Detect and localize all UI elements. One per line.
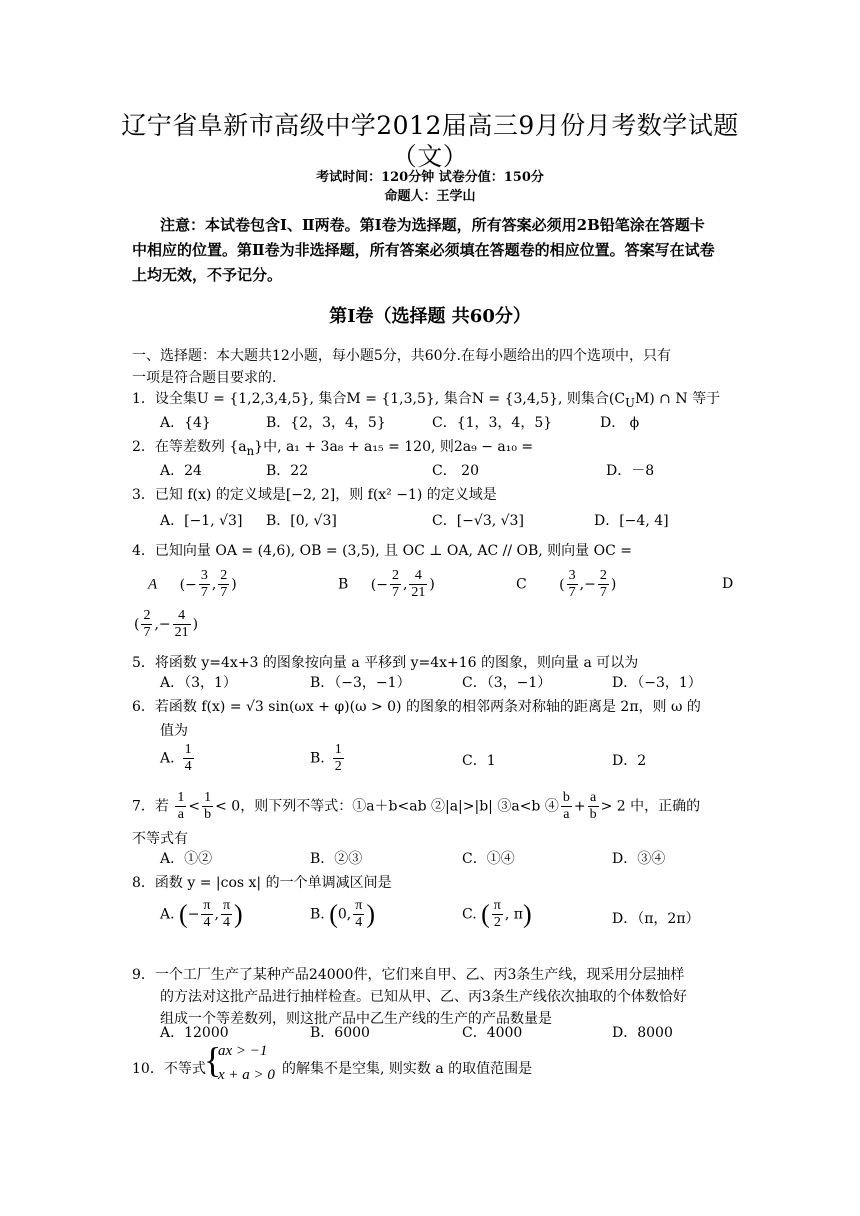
q2-option-d: D．－8: [606, 463, 655, 479]
q3-option-c: C．[−√3, √3]: [432, 513, 524, 529]
q4-option-a: A (− $\frac{3}{7}$ , $\frac{2}{7}$ ): [148, 568, 237, 600]
q4-option-c-letter: C: [516, 576, 527, 593]
q7-text-b: < 0，则下列不等式：①a＋b<ab ②|a|>|b| ③a<b ④: [215, 798, 559, 815]
q5-option-d: D．（−3，1）: [612, 675, 702, 691]
q1-option-c: C．{1，3，4，5}: [432, 415, 553, 431]
q4-option-c: C ( $\frac{3}{7}$ ,− $\frac{2}{7}$ ): [516, 568, 617, 600]
q7-text-2: 不等式有: [132, 831, 188, 847]
q6-option-a: A. $\frac{1}{4}$: [160, 742, 192, 774]
notice-line-2: 中相应的位置。第Ⅱ卷为非选择题，所有答案必须填在答题卷的相应位置。答案写在试卷: [132, 241, 715, 259]
q4-option-b-letter: B: [338, 576, 349, 593]
q6-option-b: B. $\frac{1}{2}$: [310, 742, 342, 774]
q3-option-b: B．[0, √3]: [266, 513, 337, 529]
q10-system-line-1: ax > −1: [218, 1043, 268, 1059]
q10-number: 10．: [132, 1061, 164, 1077]
q8-option-b: B. (0, $\frac{\pi}{4}$ ): [310, 898, 375, 930]
q1-option-b: B．{2，3，4，5}: [266, 415, 386, 431]
q8-option-c: C. ( $\frac{\pi}{2}$ , π): [462, 898, 532, 930]
q9-text-2: 的方法对这批产品进行抽样检查。已知从甲、乙、丙3条生产线依次抽取的个体数恰好: [160, 989, 687, 1005]
q9-option-a: A．12000: [160, 1025, 229, 1041]
q4-option-b: B (− $\frac{2}{7}$ , $\frac{4}{21}$ ): [338, 568, 435, 600]
q3-option-a: A．[−1, √3]: [160, 513, 243, 529]
q3-number: 3．: [132, 487, 155, 503]
q6-option-c: C．1: [462, 753, 496, 769]
q6-number: 6．: [132, 699, 155, 715]
q5-option-b: B．（−3，−1）: [310, 675, 411, 691]
q8-number: 8．: [132, 875, 155, 891]
q7-text-c: > 2 中，正确的: [600, 798, 701, 815]
q7-option-c: C．①④: [462, 851, 515, 867]
q9-text-3: 组成一个等差数列，则这批产品中乙生产线的生产的产品数量是: [160, 1011, 552, 1027]
q2-text-2: }中, a₁ + 3a₈ + a₁₅ = 120, 则2a₉ − a₁₀ =: [254, 439, 534, 455]
q3-option-d: D．[−4, 4]: [594, 513, 669, 529]
q8-option-d: D．（π，2π）: [612, 911, 700, 927]
exam-title-suffix: （文）: [391, 142, 469, 171]
q5-option-a: A．（3，1）: [160, 675, 237, 691]
q6-option-a-letter: A.: [160, 750, 175, 767]
instructions-line-1: 一、选择题：本大题共12小题，每小题5分，共60分.在每小题给出的四个选项中，只有: [132, 348, 671, 364]
q6-option-d: D．2: [612, 753, 647, 769]
q2-number: 2．: [132, 439, 155, 455]
q1-sub: U: [625, 395, 635, 410]
notice-line-3: 上均无效，不予记分。: [132, 266, 283, 284]
q10-system-line-2: x + a > 0: [218, 1067, 275, 1083]
exam-title: 辽宁省阜新市高级中学2012届高三9月份月考数学试题: [121, 111, 739, 140]
notice-line-1: 注意：本试卷包含Ⅰ、Ⅱ两卷。第Ⅰ卷为选择题，所有答案必须用2B铅笔涂在答题卡: [160, 216, 705, 234]
question-10: [132, 1058, 206, 1078]
q10-text-a: 不等式: [163, 1061, 206, 1077]
q2-option-b: B．22: [266, 463, 309, 479]
q2-option-a: A．24: [160, 463, 202, 479]
q4-option-d-letter: D: [722, 576, 734, 592]
exam-meta: 考试时间：120分钟 试卷分值：150分: [316, 170, 544, 185]
q2-sub: n: [246, 443, 255, 458]
q7-number: 7．: [132, 798, 155, 815]
q7-option-d: D．③④: [612, 851, 666, 867]
q5-text: 将函数 y=4x+3 的图象按向量 a 平移到 y=4x+16 的图象，则向量 a 可以为: [154, 655, 639, 671]
question-3: [132, 484, 497, 504]
q3-text: 已知 f(x) 的定义域是[−2, 2]，则 f(x² −1) 的定义域是: [154, 487, 497, 503]
q9-option-b: B．6000: [310, 1025, 370, 1041]
q1-number: 1．: [132, 391, 155, 407]
question-1: [132, 388, 720, 410]
question-5: [132, 652, 638, 672]
q1-option-d: D． ϕ: [600, 415, 640, 431]
q6-option-b-letter: B.: [310, 750, 325, 767]
question-6: [132, 696, 701, 716]
q9-text: 一个工厂生产了某种产品24000件，它们来自甲、乙、丙3条生产线，现采用分层抽样: [154, 967, 685, 983]
q7-text-a: 若: [154, 798, 169, 815]
section-title: 第Ⅰ卷（选择题 共60分）: [329, 306, 531, 327]
q2-text: 在等差数列 {a: [154, 439, 247, 455]
q8-option-a-letter: A.: [160, 906, 175, 923]
question-2: [132, 436, 533, 458]
instructions-line-2: 一项是符合题目要求的.: [132, 370, 277, 386]
q1-option-a: A．{4}: [160, 415, 211, 431]
q8-option-c-letter: C.: [462, 906, 477, 923]
q4-text: 已知向量 OA = (4,6), OB = (3,5), 且 OC ⊥ OA, AC // OB, 则向量 OC =: [154, 543, 633, 559]
q8-option-b-letter: B.: [310, 906, 325, 923]
q9-option-d: D．8000: [612, 1025, 673, 1041]
q9-option-c: C．4000: [462, 1025, 523, 1041]
q4-option-a-letter: A: [148, 576, 158, 593]
notice: [132, 213, 744, 288]
q5-option-c: C．（3，−1）: [462, 675, 552, 691]
q6-text-2: 值为: [160, 723, 188, 739]
q6-text: 若函数 f(x) = √3 sin(ωx + φ)(ω > 0) 的图象的相邻两条对称轴的距离是 2π，则 ω 的: [154, 699, 701, 715]
q1-text: 设全集U = {1,2,3,4,5}, 集合M = {1,3,5}, 集合N = {3,4,5}, 则集合(C: [154, 391, 626, 407]
question-9: [132, 964, 684, 984]
q8-option-a: A. (− $\frac{\pi}{4}$ , $\frac{\pi}{4}$ ): [160, 898, 243, 930]
q10-brace: {: [204, 1040, 222, 1080]
q4-option-d: ( $\frac{2}{7}$ ,− $\frac{4}{21}$ ): [134, 608, 199, 640]
q1-text-2: M) ∩ N 等于: [634, 391, 721, 407]
question-4: [132, 540, 632, 560]
exam-author: 命题人：王学山: [384, 189, 476, 204]
q10-text-b: 的解集不是空集, 则实数 a 的取值范围是: [282, 1061, 533, 1077]
q7-option-a: A．①②: [160, 851, 213, 867]
q2-option-c: C． 20: [432, 463, 479, 479]
q4-number: 4．: [132, 543, 155, 559]
q7-option-b: B．②③: [310, 851, 363, 867]
question-8: [132, 872, 392, 892]
q5-number: 5．: [132, 655, 155, 671]
q9-number: 9．: [132, 967, 155, 983]
question-7: 7．若 $\frac{1}{a}$ < $\frac{1}{b}$ < 0，则下列不等式：①a＋b<ab ②|a|>|b| ③a<b ④ $\frac{b}{a}$ + $\frac{a}{b}$ > 2 中，正确的: [132, 790, 701, 822]
q8-text: 函数 y = |cos x| 的一个单调减区间是: [154, 875, 392, 891]
